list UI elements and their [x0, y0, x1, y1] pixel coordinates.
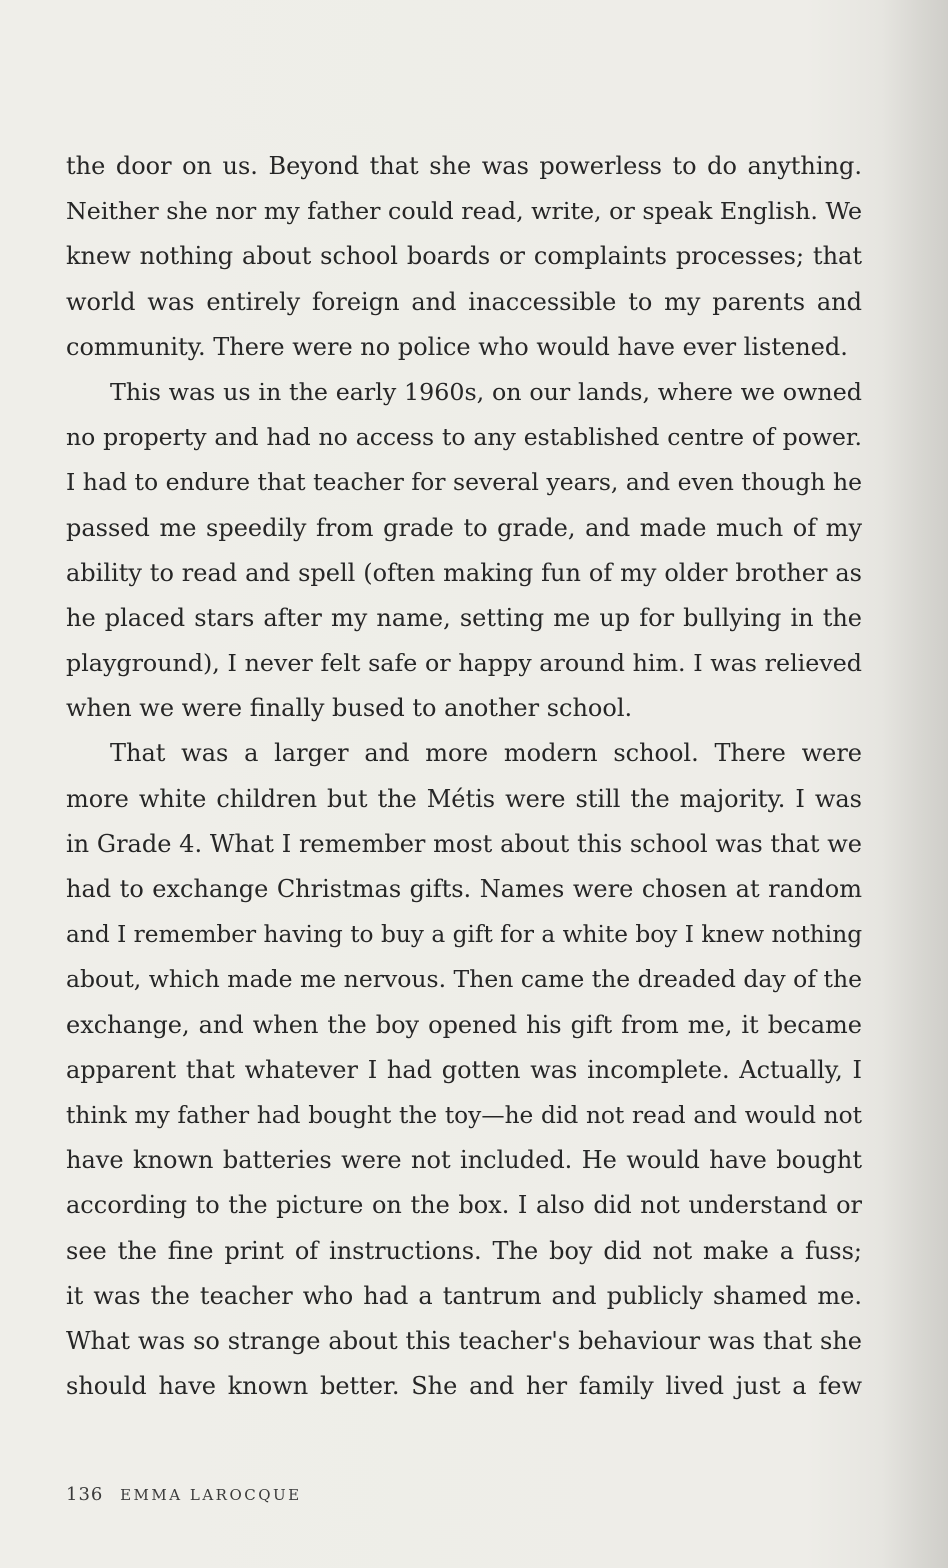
- text-line: he placed stars after my name, setting me up for bullying in the: [66, 603, 862, 632]
- text-line: passed me speedily from grade to grade, and made much of my: [66, 513, 862, 542]
- text-line: about, which made me nervous. Then came the dreaded day of the: [66, 965, 862, 994]
- text-line: What was so strange about this teacher's behaviour was that she: [66, 1326, 862, 1355]
- running-author: EMMA LAROCQUE: [120, 1486, 302, 1504]
- paragraph-start-line: This was us in the early 1960s, on our lands, where we owned: [110, 377, 862, 406]
- text-line: Neither she nor my father could read, write, or speak English. We: [66, 197, 863, 226]
- text-line: when we were finally bused to another school.: [66, 694, 633, 723]
- text-line: no property and had no access to any established centre of power.: [66, 423, 862, 452]
- page-number: 136: [66, 1484, 104, 1505]
- running-footer: [66, 1484, 302, 1505]
- text-line: playground), I never felt safe or happy around him. I was relieved: [66, 649, 862, 678]
- text-line: think my father had bought the toy—he did not read and would not: [66, 1101, 862, 1129]
- text-line: the door on us. Beyond that she was powerless to do anything.: [66, 152, 862, 180]
- body-text: [66, 144, 862, 1409]
- text-line: see the fine print of instructions. The boy did not make a fuss;: [66, 1236, 862, 1265]
- text-line: it was the teacher who had a tantrum and publicly shamed me.: [66, 1281, 862, 1310]
- text-line: I had to endure that teacher for several years, and even though he: [66, 468, 862, 497]
- text-line: according to the picture on the box. I also did not understand or: [66, 1191, 862, 1220]
- text-line: had to exchange Christmas gifts. Names were chosen at random: [66, 875, 862, 903]
- text-line: in Grade 4. What I remember most about this school was that we: [66, 829, 862, 858]
- text-line: world was entirely foreign and inaccessible to my parents and: [66, 287, 862, 316]
- text-line: ability to read and spell (often making fun of my older brother as: [66, 558, 862, 587]
- text-line: and I remember having to buy a gift for a white boy I knew nothing: [66, 921, 863, 949]
- text-line: knew nothing about school boards or complaints processes; that: [66, 242, 862, 271]
- paragraph-start-line: That was a larger and more modern school. There were: [110, 739, 862, 768]
- text-line: apparent that whatever I had gotten was incomplete. Actually, I: [66, 1055, 862, 1084]
- text-line: exchange, and when the boy opened his gift from me, it became: [66, 1010, 862, 1039]
- text-line: more white children but the Métis were still the majority. I was: [66, 784, 862, 813]
- text-line: have known batteries were not included. He would have bought: [66, 1146, 862, 1175]
- text-line: should have known better. She and her family lived just a few: [66, 1372, 862, 1401]
- text-line: community. There were no police who would have ever listened.: [66, 332, 848, 361]
